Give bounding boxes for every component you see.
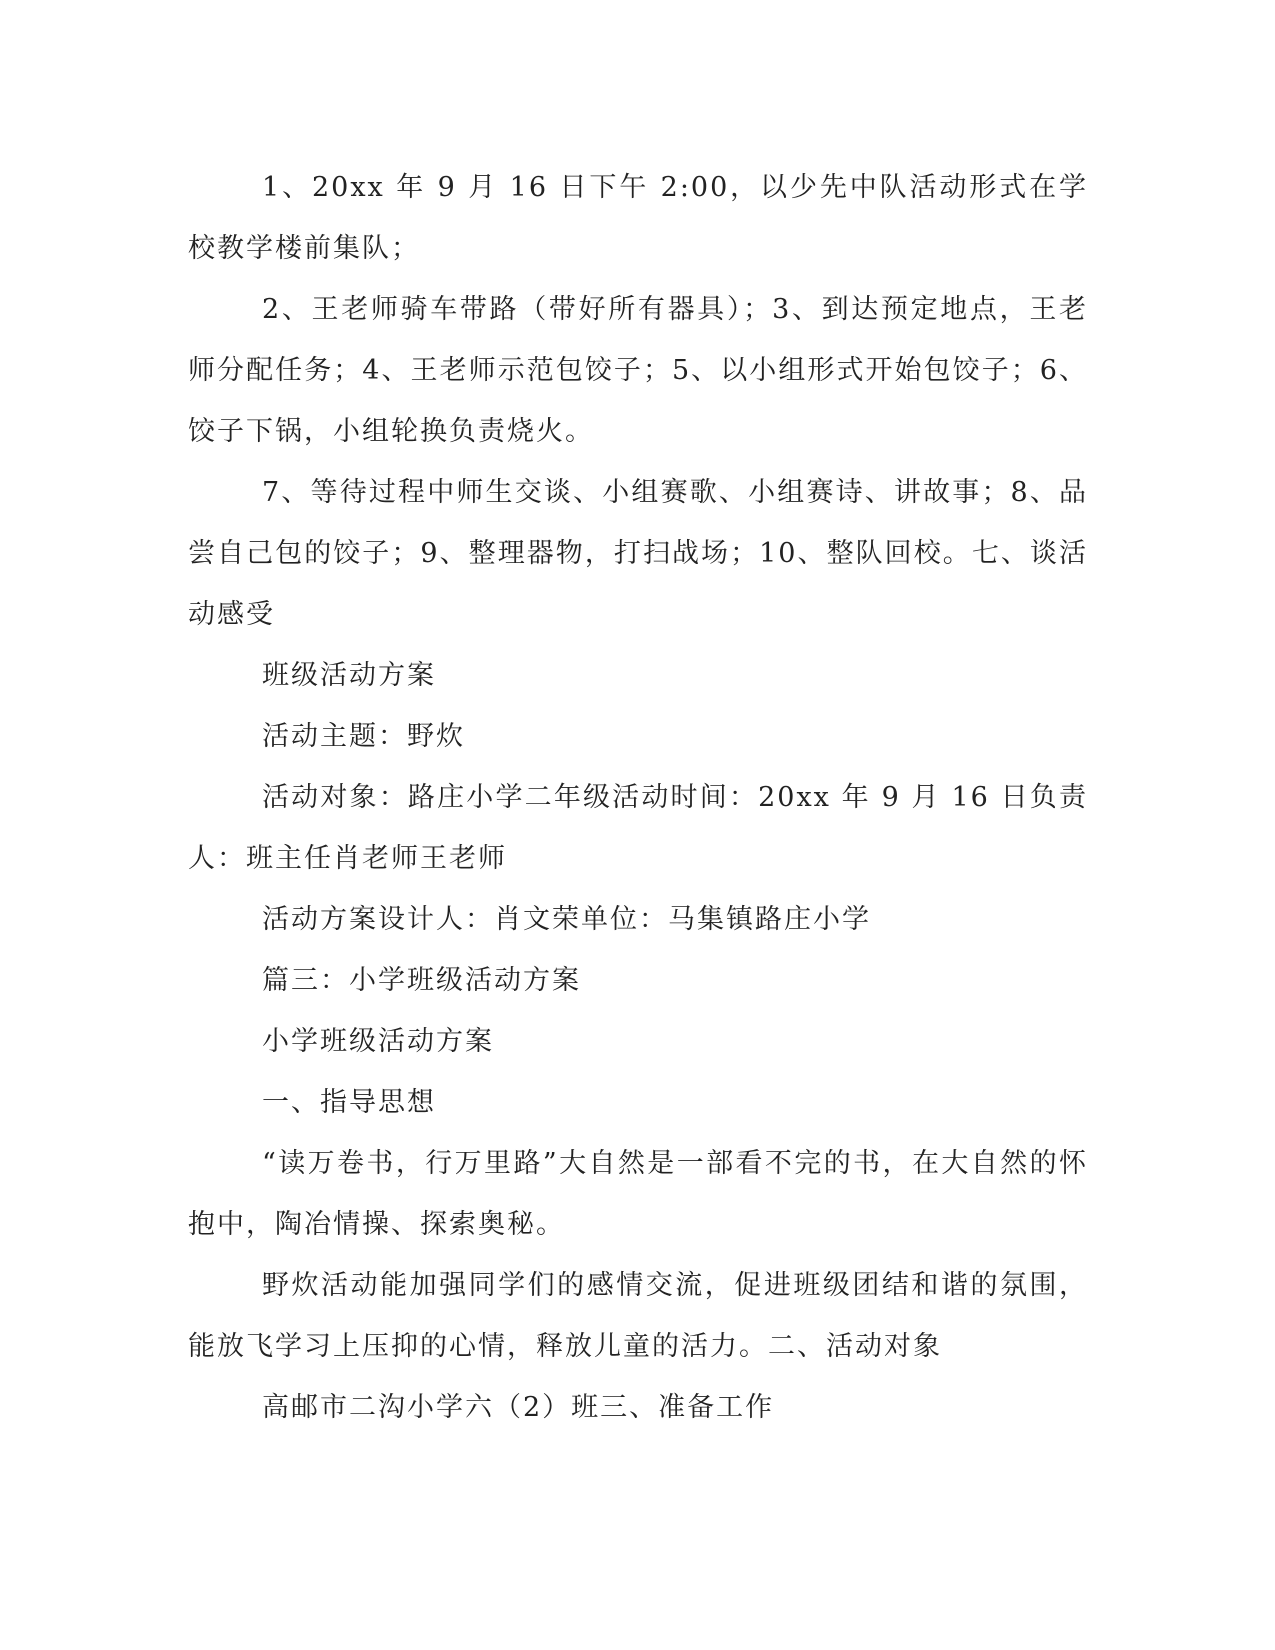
document-body xyxy=(188,157,1088,1438)
heading-guiding-ideology: 一、指导思想 xyxy=(262,1087,436,1118)
chapter-heading-part-three: 篇三：小学班级活动方案 xyxy=(262,965,581,996)
section-title-primary-plan: 小学班级活动方案 xyxy=(262,1026,494,1057)
activity-designer-unit: 活动方案设计人：肖文荣单位：马集镇路庄小学 xyxy=(262,904,871,935)
paragraph-target-class: 高邮市二沟小学六（2）班三、准备工作 xyxy=(262,1392,775,1423)
paragraph-schedule-steps-2-6: 2、王老师骑车带路（带好所有器具）；3、到达预定地点，王老师分配任务；4、王老师示范包饺子；5、以小组形式开始包饺子；6、饺子下锅，小组轮换负责烧火。 xyxy=(188,294,1088,447)
paragraph-picnic-benefits: 野炊活动能加强同学们的感情交流，促进班级团结和谐的氛围，能放飞学习上压抑的心情，释放儿童的活力。二、活动对象 xyxy=(188,1270,1088,1362)
paragraph-schedule-steps-7-10: 7、等待过程中师生交谈、小组赛歌、小组赛诗、讲故事；8、品尝自己包的饺子；9、整理器物，打扫战场；10、整队回校。七、谈活动感受 xyxy=(188,477,1088,630)
paragraph-guiding-quote: “读万卷书，行万里路”大自然是一部看不完的书，在大自然的怀抱中，陶冶情操、探索奥秘。 xyxy=(188,1148,1088,1240)
section-title-class-activity-plan: 班级活动方案 xyxy=(262,660,436,691)
activity-theme: 活动主题：野炊 xyxy=(262,721,465,752)
activity-target-time-owner: 活动对象：路庄小学二年级活动时间：20xx 年 9 月 16 日负责人：班主任肖老师王老师 xyxy=(188,782,1088,874)
paragraph-schedule-step-1: 1、20xx 年 9 月 16 日下午 2:00，以少先中队活动形式在学校教学楼前集队； xyxy=(188,172,1088,264)
